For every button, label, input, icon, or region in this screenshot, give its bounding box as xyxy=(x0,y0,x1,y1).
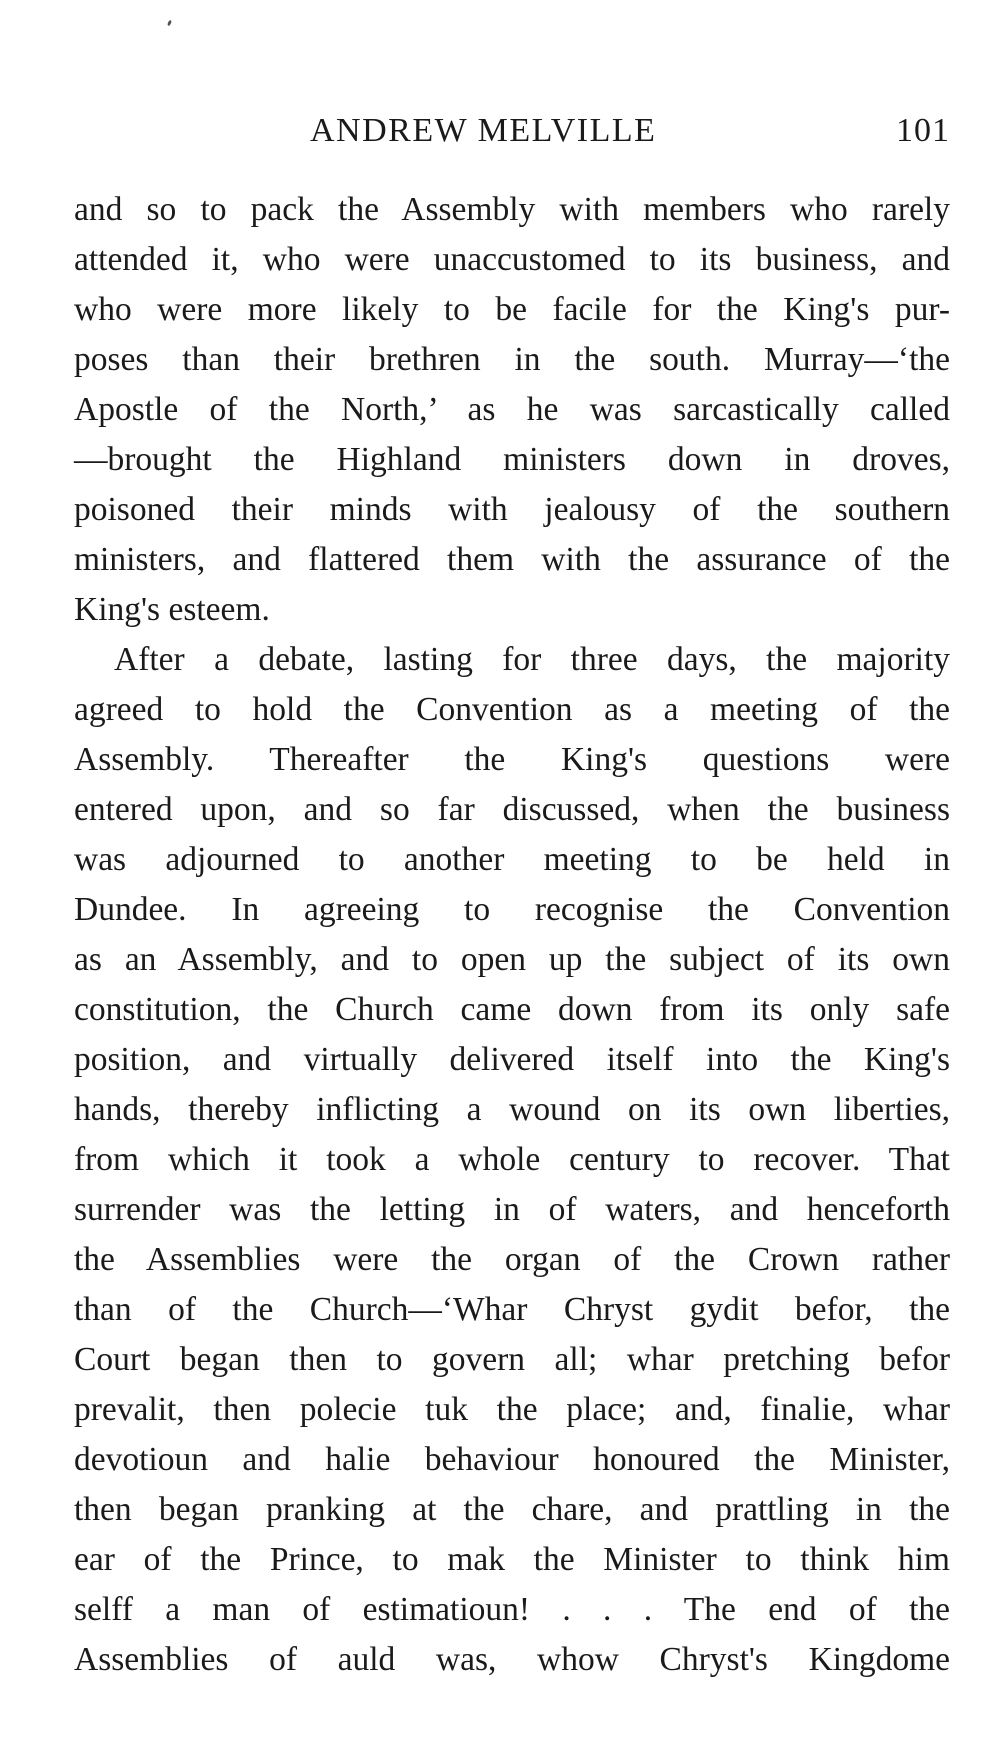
text-line: agreed to hold the Convention as a meeting of the xyxy=(74,691,950,728)
running-title: ANDREW MELVILLE xyxy=(310,112,657,149)
text-line: ministers, and flattered them with the assurance of the xyxy=(74,541,950,578)
body-text xyxy=(74,185,950,1685)
text-line: poses than their brethren in the south. Murray—‘the xyxy=(74,341,950,378)
text-line: who were more likely to be facile for the King's pur- xyxy=(74,291,950,328)
text-line: After a debate, lasting for three days, the majority xyxy=(114,641,950,678)
text-line: as an Assembly, and to open up the subject of its own xyxy=(74,941,950,978)
text-line: prevalit, then polecie tuk the place; and, finalie, whar xyxy=(74,1391,950,1428)
text-line: than of the Church—‘Whar Chryst gydit befor, the xyxy=(74,1291,950,1328)
paragraph-1 xyxy=(74,185,950,635)
text-line: the Assemblies were the organ of the Crown rather xyxy=(74,1241,950,1278)
text-line: Dundee. In agreeing to recognise the Convention xyxy=(74,891,950,928)
text-line: Apostle of the North,’ as he was sarcastically called xyxy=(74,391,950,428)
page-number: 101 xyxy=(896,112,950,149)
text-line: Assembly. Thereafter the King's questions were xyxy=(74,741,950,778)
text-line: surrender was the letting in of waters, and henceforth xyxy=(74,1191,950,1228)
text-line: from which it took a whole century to recover. That xyxy=(74,1141,950,1178)
text-line: position, and virtually delivered itself into the King's xyxy=(74,1041,950,1078)
text-line: poisoned their minds with jealousy of the southern xyxy=(74,491,950,528)
text-line: ear of the Prince, to mak the Minister to think him xyxy=(74,1541,950,1578)
text-line: Court began then to govern all; whar pretching befor xyxy=(74,1341,950,1378)
text-line: King's esteem. xyxy=(74,591,270,628)
text-line: entered upon, and so far discussed, when the business xyxy=(74,791,950,828)
text-line: constitution, the Church came down from its only safe xyxy=(74,991,950,1028)
text-line: was adjourned to another meeting to be held in xyxy=(74,841,950,878)
print-speck xyxy=(167,20,172,27)
paragraph-2 xyxy=(74,635,950,1685)
running-head xyxy=(74,112,950,156)
text-line: attended it, who were unaccustomed to its business, and xyxy=(74,241,950,278)
text-line: selff a man of estimatioun! . . . The end of the xyxy=(74,1591,950,1628)
text-line: then began pranking at the chare, and prattling in the xyxy=(74,1491,950,1528)
text-line: and so to pack the Assembly with members who rarely xyxy=(74,191,950,228)
text-line: devotioun and halie behaviour honoured the Minister, xyxy=(74,1441,950,1478)
text-line: —brought the Highland ministers down in droves, xyxy=(74,441,950,478)
text-line: hands, thereby inflicting a wound on its own liberties, xyxy=(74,1091,950,1128)
text-line: Assemblies of auld was, whow Chryst's Kingdome xyxy=(74,1641,950,1678)
